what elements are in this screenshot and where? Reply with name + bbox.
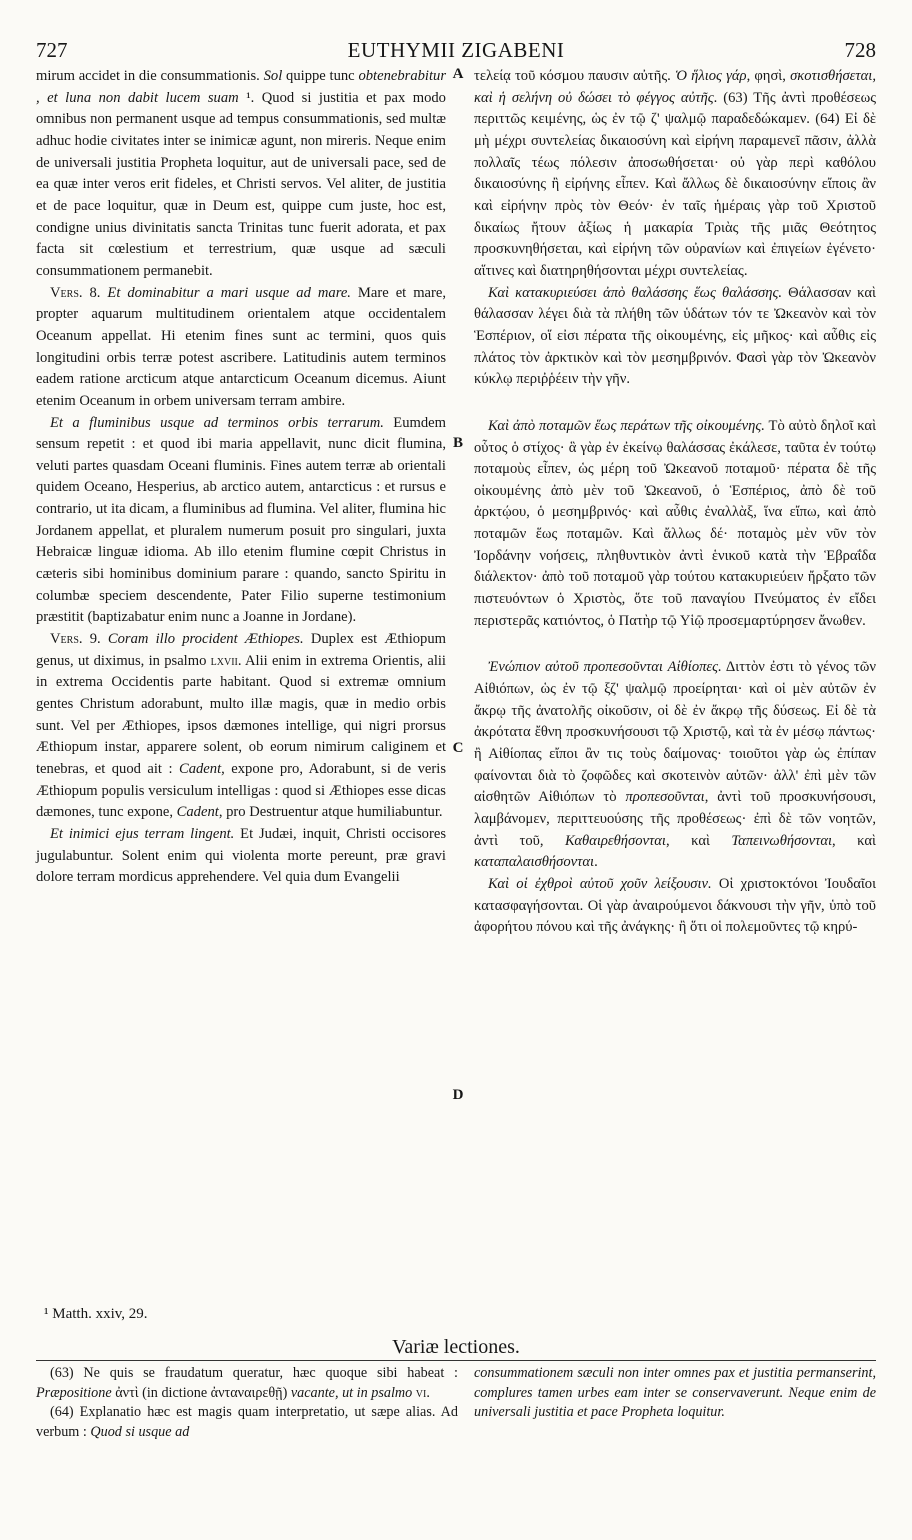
lemma: Coram illo procident Æthiopes.: [100, 631, 304, 648]
text-run: Διττὸν ἐστι τὸ γένος τῶν Αἰθιόπων, ὡς ἐν τῷ ξζ' ψαλμῷ προείρηται· καὶ οἱ μὲν αὐτῶν ἐν ἄκρῳ τῆς ἀνατολῆς οἰκοῦσιν, οἱ δὲ ἐν ἄκρῳ τῆς δύσεως. Εἰ δὲ τὰ ἀκρότατα ἔθνη προσκυνήσουσι τῷ Χριστῷ, καὶ τὰ ἐν μέσῳ πάντως· ἢ Αἰθίοπας εἴποι ἂν τις τοὺς δαίμονας· τοιοῦτοι γὰρ ὡς ἐπίπαν φαίνονται διὰ τὸ ζοφῶδες καὶ σκοτεινὸν αὐτῶν· ἀλλ' ἐπὶ μὲν τῶν αἰσθητῶν Αἰθιόπων τὸ: [474, 659, 876, 806]
verse-number: Vers. 9.: [50, 631, 101, 648]
lemma: Καὶ οἱ ἐχθροὶ αὐτοῦ χοῦν λείξουσιν.: [488, 875, 712, 892]
italic-run: Ταπεινωθήσονται: [731, 832, 833, 849]
text-run: (63) Ne quis se fraudatum queratur, hæc quoque sibi habeat :: [50, 1365, 458, 1381]
lemma: Et inimici ejus terram lingent.: [50, 825, 235, 842]
greek-column: [474, 66, 876, 939]
variant-note: [474, 1364, 876, 1423]
text-run: Οἱ χριστοκτόνοι Ἰουδαῖοι κατασφαγήσονται. Οἱ γὰρ ἀναιρούμενοι δάκνουσι τὴν γῆν, ὑπὸ τοῦ ἀφορήτου πόνου καὶ τῆς ἀνάγκης· ἢ ὅτι οἱ πολεμοῦντες τῷ κηρύ-: [474, 875, 876, 936]
italic-run: σκοτισθήσεται, καὶ ἡ σελήνη οὐ δώσει τὸ φέγγος αὐτῆς: [474, 68, 876, 106]
latin-paragraph: [36, 283, 446, 413]
text-run: , ἀντὶ τοῦ προσκυνήσουσι, λαμβάνομεν, περιττευούσης τῆς προθέσεως· ἐπὶ δὲ τῶν νοητῶν, ἀντὶ τοῦ,: [474, 789, 876, 849]
italic-run: obtenebrabitur , et luna non dabit lucem suam: [36, 68, 446, 106]
text-run: , expone pro, Adorabunt, si de veris Æthiopum populis versiculum intelligas : quod si Æthiopes esse dicas dæmones, tunc expone,: [36, 761, 447, 821]
variant-note: [36, 1364, 458, 1403]
margin-letter-a: A: [452, 66, 464, 82]
running-title: EUTHYMII ZIGABENI: [347, 38, 565, 62]
right-page-number: 728: [844, 38, 876, 62]
margin-letter-d: D: [452, 1087, 464, 1103]
text-run: , καὶ: [665, 832, 732, 849]
greek-paragraph: [474, 283, 876, 391]
greek-paragraph: [474, 66, 876, 283]
footnote: ¹ Matth. xxiv, 29.: [44, 1306, 148, 1322]
latin-paragraph: [36, 629, 446, 824]
greek-paragraph: [474, 874, 876, 939]
verse-number: Vers. 8.: [50, 284, 101, 301]
text-run: ¹. Quod si justitia et pax modo omnibus non permanent usque ad tempus consummationis, sed multæ adhuc hodie civitates inter se inimicæ agunt, non mireris. Neque enim de universali justitia Propheta loquitur, aut de universali pace, sed de ea quæ inter veros erit fideles, et Christi servos. Vel aliter, de justitia et de pace loquitur, quæ in Deum est, quippe cum juste, hoc est, condigne unius divinitatis sancta Trinitas tunc fuerit adorata, et pax facta sit cœlestium et terrestrium, quæ usque ad sæculi consummationem permanebit.: [36, 89, 446, 279]
psalm-number: lxvii: [210, 652, 238, 669]
italic-run: Cadent: [178, 761, 222, 777]
lemma: Et dominabitur a mari usque ad mare.: [100, 284, 351, 301]
latin-paragraph: [36, 824, 446, 889]
text-run: , καὶ: [832, 832, 876, 849]
margin-letter-c: C: [452, 740, 464, 756]
italic-run: Sol: [263, 68, 283, 84]
running-header: [36, 38, 876, 66]
text-run: Θάλασσαν καὶ θάλασσαν λέγει διὰ τὰ πλήθη τῶν ὑδάτων τόν τε Ὠκεανὸν καὶ τὸν Ἑσπέριον, οἵ εἰσι πέρατα τῆς οἰκουμένης, εἰς μῆκος· καὶ αὖθις εἰς πλάτος τὸν ἀρκτικὸν καὶ τὸν μεσημβρινόν. Φασὶ γὰρ τὸν Ὠκεανὸν κύκλῳ περιῤῥέειν τὴν γῆν.: [474, 284, 876, 388]
text-run: quippe tunc: [282, 68, 359, 84]
variant-notes-left: [36, 1364, 458, 1442]
italic-run: προπεσοῦνται: [625, 789, 705, 806]
variant-note: [36, 1403, 458, 1442]
italic-run: Præpositione: [36, 1384, 112, 1401]
text-run: Et Judæi, inquit, Christi occisores jugulabuntur. Solent enim qui violenta morte pereunt, præ gravi dolore terram mordicus apprehendere. Vel quia dum Evangelii: [36, 825, 446, 886]
text-run: , pro Destruentur atque humiliabuntur.: [218, 804, 443, 821]
psalm-number: vi.: [412, 1384, 430, 1401]
latin-paragraph: [36, 66, 446, 283]
lemma: Ἐνώπιον αὐτοῦ προπεσοῦνται Αἰθίοπες.: [488, 659, 722, 676]
text-run: (64) Explanatio hæc est magis quam interpretatio, ut sæpe alias. Ad verbum :: [36, 1404, 458, 1440]
text-run: ἀντὶ (in dictione ἀνταναιρεθῇ): [111, 1384, 291, 1401]
text-run: . (63) Τῆς ἀντὶ προθέσεως περιττῶς κειμένης, ὡς ἐν τῷ ζ' ψαλμῷ παραδεδώκαμεν. (64) Εἰ δὲ μὴ μέχρι συντελείας δικαιοσύνη καὶ εἰρήνη παραμενεῖ πᾶσιν, ἀλλὰ πολλαῖς τέως πόλεσιν ἀποσωθήσεται· οὐ γὰρ περὶ καθόλου δικαιοσύνης ἢ εἰρήνης εἶπεν. Καὶ ἄλλως δὲ δικαιοσύνην εἴποις ἂν καὶ εἰρήνην πρὸς τὸν Θεόν· ἐν ταῖς ἡμέραις γὰρ τοῦ Χριστοῦ δικαίως ἤτουν ἀξίως ἡ μακαρία Τριὰς τῆς μιᾶς Θεότητος προσκυνηθήσεται, καὶ εἰρήνη τῶν οὐρανίων καὶ ἐπιγείων ἐγένετο· αἵτινες καὶ διατηρηθήσονται μέχρι συντελείας.: [474, 89, 876, 279]
italic-run: consummationem sæculi non inter omnes pax et justitia permanserint, complures tamen urbes eam inter se conservaverunt. Neque enim de universali justitia et pace Propheta loquitur.: [474, 1365, 876, 1420]
text-run: Duplex est Æthiopum genus, ut diximus, in psalmo: [36, 631, 446, 669]
divider: [36, 1360, 876, 1361]
text-run: mirum accidet in die consummationis.: [36, 68, 264, 84]
text-run: Eumdem sensum repetit : et quod ibi maria appellavit, nunc dicit flumina, veluti partes quasdam Oceani fluminis. Fines autem terræ ab orientali quidem Oceano, Hesperius, ab arctico autem, antarcticus : et rursus e contrario, ut ita dicam, a fluminibus ad flumina. Vel aliter, flumina hic Jordanem appellat, et pluralem numerum posuit pro singulari, juxta Hebraicæ linguæ idioma. Ab illo etenim flumine cœpit Christus in cæteris sibi hominibus dominium parare : quando, sancto Spiritu in columbæ speciem descendente, Pater Filio superne testimonium præstitit (baptizabatur enim nunc a Joanne in Jordane).: [36, 414, 446, 626]
text-run: , φησὶ,: [746, 68, 791, 84]
italic-run: Quod si usque ad: [90, 1423, 190, 1440]
text-run: .: [594, 854, 598, 871]
italic-run: Ὁ ἥλιος γάρ: [675, 68, 747, 84]
latin-paragraph: [36, 413, 446, 630]
left-page-number: 727: [36, 38, 68, 62]
italic-run: καταπαλαισθήσονται: [474, 854, 595, 871]
latin-column: [36, 66, 446, 889]
italic-run: Καθαιρεθήσονται: [565, 832, 666, 849]
text-run: τελείᾳ τοῦ κόσμου παυσιν αὐτῆς.: [474, 68, 675, 84]
greek-paragraph: [474, 416, 876, 633]
variant-notes-right: [474, 1364, 876, 1423]
text-run: Mare et mare, propter aquarum multitudinem orientalem atque occidentalem Oceanum appellat. Hi etenim fines sunt ac termini, quos quis longitudini orbis terræ potest ascribere. Latitudinis autem terminos eadem ratione arcticum atque antarcticum Oceanum dicemus. Aiunt etenim Oceanum in orbem universam terram ambire.: [36, 284, 447, 409]
lemma: Καὶ ἀπὸ ποταμῶν ἕως περάτων τῆς οἰκουμένης.: [488, 417, 765, 434]
text-run: . Alii enim in extrema Orientis, alii in extrema Occidentis parte habitant. Quod si extremæ omnium gentes Christum adorabunt, multo illæ magis, quæ in medio orbis sunt. Vel per Æthiopes, ipsos dæmones intellige, qui nigri prorsus Æthiopum instar, apparere solent, ob eorum nimirum caliginem et tenebras, et quod ait :: [36, 652, 446, 777]
variae-lectiones-title: Variæ lectiones.: [392, 1336, 520, 1358]
lemma: Καὶ κατακυριεύσει ἀπὸ θαλάσσης ἕως θαλάσσης.: [488, 284, 783, 301]
text-run: Τὸ αὐτὸ δηλοῖ καὶ οὗτος ὁ στίχος· ἃ γὰρ ἐν ἐκείνῳ θαλάσσας ἐκάλεσε, ταῦτα ἐν τούτῳ ποταμοὺς εἶπεν, ὡς μέρη τοῦ Ὠκεανοῦ ποταμοῦ· πέρατα δὲ τῆς οἰκουμένης ἀπὸ μὲν τοῦ Ὠκεανοῦ, ὁ Ἑσπέριος, ἀπὸ δὲ τοῦ ἀρκτῴου, ὁ μεσημβρινός· καὶ αὖθις ἐναλλὰξ, ἵνα εἴπω, καὶ ἀπὸ ποταμῶν ἕως ποταμῶν. Καὶ ἄλλως δέ· ποταμὸς μὲν νῦν τὸν Ἰορδάνην νοήσεις, πληθυντικὸν ἀντὶ ἑνικοῦ κατὰ τὴν Ἑβραΐδα διάλεκτον· ἀπὸ τοῦ ποταμοῦ γὰρ τούτου κατακυριεύειν ἤρξατο τῶν πιστευόντων ὁ Χριστὸς, ὅτε τοῦ παναγίου Πνεύματος ἐν εἴδει περιστερᾶς κατιόντος, ὁ Πατὴρ τῷ Υἱῷ προσεμαρτύρησεν ἄνωθεν.: [474, 417, 877, 629]
margin-letter-b: B: [452, 435, 463, 451]
greek-paragraph: [474, 657, 876, 874]
lemma: Et a fluminibus usque ad terminos orbis terrarum.: [50, 414, 384, 431]
italic-run: Cadent: [176, 804, 219, 821]
italic-run: vacante, ut in psalmo: [290, 1384, 413, 1401]
